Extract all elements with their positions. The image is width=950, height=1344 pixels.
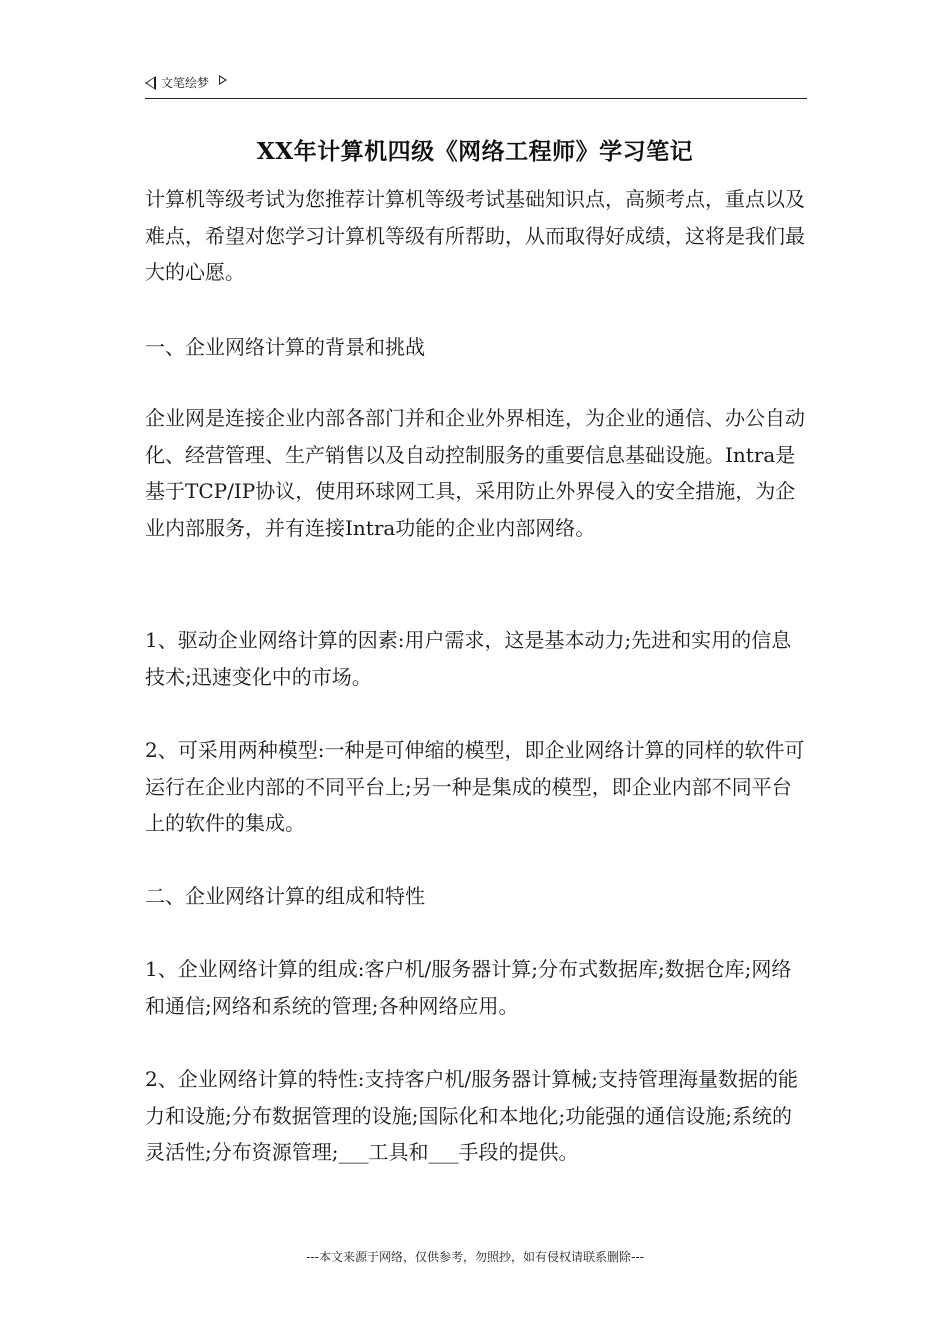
- section-heading-2: 二、企业网络计算的组成和特性: [145, 884, 425, 908]
- document-title: XX年计算机四级《网络工程师》学习笔记: [256, 138, 694, 165]
- section-heading-1: 一、企业网络计算的背景和挑战: [145, 335, 425, 359]
- paragraph-enterprise-network: 企业网是连接企业内部各部门并和企业外界相连，为企业的通信、办公自动化、经营管理、生产销售以及自动控制服务的重要信息基础设施。Intra是基于TCP/IP协议，使用环球网工具，采用防止外界侵入的安全措施，为企业内部服务，并有连接Intra功能的企业内部网络。: [145, 406, 805, 540]
- page-footer: ---本文来源于网络，仅供参考，勿照抄，如有侵权请联系删除---: [306, 1250, 644, 1264]
- triangle-left-icon: [145, 76, 156, 90]
- triangle-right-icon: [219, 75, 227, 85]
- paragraph-characteristics: 2、企业网络计算的特性:支持客户机/服务器计算械;支持管理海量数据的能力和设施;分布数据管理的设施;国际化和本地化;功能强的通信设施;系统的灵活性;分布资源管理;___工具和___手段的提供。: [145, 1067, 798, 1164]
- intro-paragraph: 计算机等级考试为您推荐计算机等级考试基础知识点，高频考点，重点以及难点，希望对您学习计算机等级有所帮助，从而取得好成绩，这将是我们最大的心愿。: [145, 187, 805, 284]
- paragraph-two-models: 2、可采用两种模型:一种是可伸缩的模型，即企业网络计算的同样的软件可运行在企业内部的不同平台上;另一种是集成的模型，即企业内部不同平台上的软件的集成。: [145, 738, 805, 835]
- brand-text: 文笔绘梦: [161, 76, 210, 90]
- page-header: [145, 74, 807, 99]
- paragraph-driving-factors: 1、驱动企业网络计算的因素:用户需求，这是基本动力;先进和实用的信息技术;迅速变化中的市场。: [145, 628, 792, 689]
- header-brand: [145, 74, 227, 91]
- paragraph-composition: 1、企业网络计算的组成:客户机/服务器计算;分布式数据库;数据仓库;网络和通信;网络和系统的管理;各种网络应用。: [145, 957, 792, 1018]
